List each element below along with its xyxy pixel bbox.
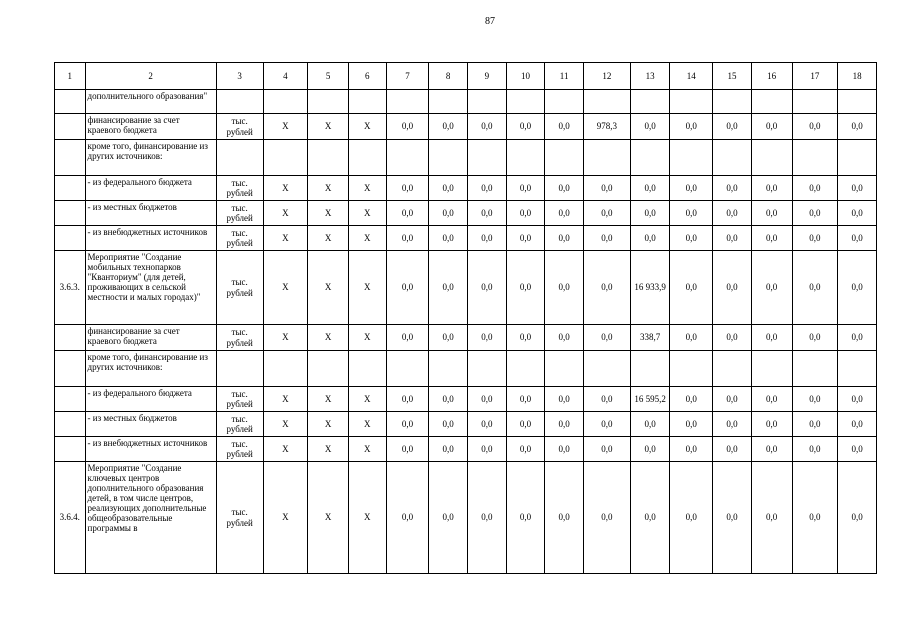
value-cell: 0,0 <box>792 437 838 462</box>
value-cell <box>545 140 584 176</box>
column-header: 6 <box>348 63 386 90</box>
value-cell: 0,0 <box>838 437 877 462</box>
value-cell: 338,7 <box>630 325 670 351</box>
value-cell <box>713 351 752 387</box>
column-header: 13 <box>630 63 670 90</box>
value-cell: 0,0 <box>751 114 792 140</box>
value-cell <box>429 351 468 387</box>
row-id <box>55 325 86 351</box>
value-cell: 0,0 <box>751 226 792 251</box>
value-cell: 0,0 <box>670 114 713 140</box>
value-cell <box>386 90 429 114</box>
row-unit: тыс. рублей <box>216 462 263 574</box>
value-cell <box>506 140 545 176</box>
value-cell: X <box>308 226 349 251</box>
value-cell: 0,0 <box>792 251 838 325</box>
value-cell: X <box>263 437 308 462</box>
value-cell: 0,0 <box>583 462 630 574</box>
value-cell: 0,0 <box>506 462 545 574</box>
table-row <box>55 226 877 251</box>
column-header: 5 <box>308 63 349 90</box>
value-cell: X <box>348 325 386 351</box>
value-cell <box>792 140 838 176</box>
value-cell: 0,0 <box>713 114 752 140</box>
budget-table <box>54 62 877 574</box>
column-header: 18 <box>838 63 877 90</box>
value-cell <box>751 351 792 387</box>
value-cell: X <box>263 226 308 251</box>
value-cell: 0,0 <box>670 201 713 226</box>
value-cell: 0,0 <box>386 325 429 351</box>
value-cell: 0,0 <box>386 387 429 412</box>
row-name: кроме того, финансирование из других источников: <box>85 351 216 387</box>
table-row <box>55 251 877 325</box>
value-cell: 0,0 <box>545 251 584 325</box>
page-number: 87 <box>485 16 495 27</box>
column-header: 16 <box>751 63 792 90</box>
row-id <box>55 176 86 201</box>
value-cell: 0,0 <box>429 325 468 351</box>
row-name: - из внебюджетных источников <box>85 226 216 251</box>
row-unit: тыс. рублей <box>216 412 263 437</box>
value-cell: 0,0 <box>583 251 630 325</box>
value-cell: 0,0 <box>429 114 468 140</box>
value-cell: 0,0 <box>630 201 670 226</box>
row-name: Мероприятие "Создание мобильных технопарков "Кванториум" (для детей, проживающих в сельской местности и малых городах)" <box>85 251 216 325</box>
value-cell: 0,0 <box>838 462 877 574</box>
value-cell: 0,0 <box>468 437 507 462</box>
row-id <box>55 437 86 462</box>
value-cell <box>583 351 630 387</box>
value-cell: 0,0 <box>429 176 468 201</box>
row-unit <box>216 90 263 114</box>
row-unit: тыс. рублей <box>216 251 263 325</box>
value-cell: X <box>308 462 349 574</box>
value-cell: 0,0 <box>713 226 752 251</box>
value-cell: 0,0 <box>751 176 792 201</box>
value-cell: 0,0 <box>751 201 792 226</box>
column-header: 12 <box>583 63 630 90</box>
value-cell <box>348 90 386 114</box>
row-name: - из местных бюджетов <box>85 412 216 437</box>
value-cell: 0,0 <box>792 201 838 226</box>
value-cell: X <box>263 201 308 226</box>
value-cell <box>583 90 630 114</box>
value-cell: 0,0 <box>468 387 507 412</box>
value-cell: 0,0 <box>545 114 584 140</box>
value-cell <box>838 140 877 176</box>
value-cell <box>751 140 792 176</box>
value-cell <box>386 351 429 387</box>
row-name: дополнительного образования" <box>85 90 216 114</box>
table-row <box>55 140 877 176</box>
column-header: 11 <box>545 63 584 90</box>
value-cell: X <box>308 176 349 201</box>
value-cell: 0,0 <box>792 462 838 574</box>
table-row <box>55 462 877 574</box>
value-cell <box>713 140 752 176</box>
value-cell: 0,0 <box>838 387 877 412</box>
row-name: - из местных бюджетов <box>85 201 216 226</box>
value-cell: X <box>308 325 349 351</box>
value-cell: 0,0 <box>838 251 877 325</box>
row-unit: тыс. рублей <box>216 325 263 351</box>
value-cell <box>506 90 545 114</box>
value-cell: X <box>348 114 386 140</box>
value-cell: X <box>348 437 386 462</box>
column-header: 14 <box>670 63 713 90</box>
value-cell: 0,0 <box>670 412 713 437</box>
value-cell: 0,0 <box>670 251 713 325</box>
value-cell: 0,0 <box>429 437 468 462</box>
table-row <box>55 351 877 387</box>
value-cell: 16 595,2 <box>630 387 670 412</box>
value-cell: 0,0 <box>468 462 507 574</box>
value-cell: 0,0 <box>670 462 713 574</box>
row-id <box>55 226 86 251</box>
value-cell <box>386 140 429 176</box>
value-cell: 0,0 <box>838 201 877 226</box>
value-cell: 0,0 <box>506 201 545 226</box>
value-cell <box>263 90 308 114</box>
value-cell <box>506 351 545 387</box>
value-cell <box>545 90 584 114</box>
row-id: 3.6.4. <box>55 462 86 574</box>
value-cell: 0,0 <box>583 176 630 201</box>
value-cell: 0,0 <box>630 226 670 251</box>
value-cell: 0,0 <box>792 114 838 140</box>
value-cell: 0,0 <box>429 201 468 226</box>
table-row <box>55 90 877 114</box>
value-cell: 0,0 <box>713 462 752 574</box>
value-cell: 0,0 <box>838 176 877 201</box>
value-cell: 0,0 <box>545 412 584 437</box>
value-cell <box>713 90 752 114</box>
value-cell: 0,0 <box>429 412 468 437</box>
value-cell <box>751 90 792 114</box>
value-cell: 0,0 <box>506 325 545 351</box>
value-cell <box>468 90 507 114</box>
value-cell: 0,0 <box>751 437 792 462</box>
value-cell: 0,0 <box>792 412 838 437</box>
column-header: 15 <box>713 63 752 90</box>
row-name: Мероприятие "Создание ключевых центров дополнительного образования детей, в том числе центров, реализующих дополнительные общеобразовательные программы в <box>85 462 216 574</box>
column-header: 17 <box>792 63 838 90</box>
value-cell <box>263 140 308 176</box>
value-cell: 0,0 <box>670 325 713 351</box>
value-cell: 0,0 <box>386 251 429 325</box>
row-name: кроме того, финансирование из других источников: <box>85 140 216 176</box>
row-name: финансирование за счет краевого бюджета <box>85 325 216 351</box>
value-cell: X <box>263 387 308 412</box>
value-cell <box>630 351 670 387</box>
value-cell: 0,0 <box>583 412 630 437</box>
value-cell: 0,0 <box>630 412 670 437</box>
value-cell: X <box>263 251 308 325</box>
value-cell: 0,0 <box>838 226 877 251</box>
column-header: 4 <box>263 63 308 90</box>
table-row <box>55 412 877 437</box>
value-cell: 0,0 <box>792 387 838 412</box>
row-id <box>55 114 86 140</box>
value-cell: 0,0 <box>506 176 545 201</box>
value-cell: 0,0 <box>506 251 545 325</box>
column-header: 1 <box>55 63 86 90</box>
value-cell: X <box>348 387 386 412</box>
value-cell: X <box>263 325 308 351</box>
row-id: 3.6.3. <box>55 251 86 325</box>
value-cell: X <box>308 387 349 412</box>
value-cell <box>792 351 838 387</box>
value-cell: 0,0 <box>713 201 752 226</box>
value-cell: 0,0 <box>713 412 752 437</box>
value-cell: 0,0 <box>838 325 877 351</box>
value-cell: X <box>348 201 386 226</box>
value-cell: 0,0 <box>429 462 468 574</box>
value-cell: 0,0 <box>506 387 545 412</box>
value-cell <box>468 351 507 387</box>
value-cell: 0,0 <box>386 114 429 140</box>
row-unit: тыс. рублей <box>216 114 263 140</box>
row-id <box>55 90 86 114</box>
value-cell: X <box>308 201 349 226</box>
table-row <box>55 114 877 140</box>
row-unit: тыс. рублей <box>216 387 263 412</box>
value-cell: 0,0 <box>838 412 877 437</box>
row-name: - из федерального бюджета <box>85 176 216 201</box>
table-row <box>55 176 877 201</box>
row-id <box>55 412 86 437</box>
row-id <box>55 387 86 412</box>
value-cell: X <box>308 412 349 437</box>
value-cell: X <box>308 114 349 140</box>
value-cell: X <box>263 462 308 574</box>
value-cell <box>670 140 713 176</box>
row-unit: тыс. рублей <box>216 176 263 201</box>
value-cell: 0,0 <box>838 114 877 140</box>
value-cell: 0,0 <box>545 325 584 351</box>
value-cell: 0,0 <box>751 412 792 437</box>
value-cell: 0,0 <box>545 437 584 462</box>
value-cell: 0,0 <box>670 437 713 462</box>
row-id <box>55 201 86 226</box>
value-cell <box>670 90 713 114</box>
value-cell: X <box>263 412 308 437</box>
value-cell: 0,0 <box>583 201 630 226</box>
value-cell: 0,0 <box>545 462 584 574</box>
value-cell: 0,0 <box>545 387 584 412</box>
row-unit <box>216 140 263 176</box>
value-cell: 0,0 <box>713 325 752 351</box>
value-cell: 0,0 <box>468 412 507 437</box>
column-header: 7 <box>386 63 429 90</box>
value-cell <box>308 90 349 114</box>
value-cell: 0,0 <box>386 176 429 201</box>
column-header: 2 <box>85 63 216 90</box>
value-cell <box>545 351 584 387</box>
table-row <box>55 437 877 462</box>
row-name: - из внебюджетных источников <box>85 437 216 462</box>
value-cell <box>429 90 468 114</box>
value-cell: 0,0 <box>713 251 752 325</box>
value-cell: X <box>348 226 386 251</box>
row-id <box>55 140 86 176</box>
value-cell: 0,0 <box>429 251 468 325</box>
value-cell: X <box>348 412 386 437</box>
value-cell: X <box>263 176 308 201</box>
value-cell: 16 933,9 <box>630 251 670 325</box>
value-cell: 0,0 <box>792 325 838 351</box>
value-cell: 0,0 <box>751 462 792 574</box>
value-cell: 0,0 <box>630 114 670 140</box>
value-cell: 0,0 <box>630 462 670 574</box>
value-cell: 0,0 <box>468 176 507 201</box>
value-cell <box>838 351 877 387</box>
value-cell: 0,0 <box>468 226 507 251</box>
value-cell: 0,0 <box>386 201 429 226</box>
value-cell <box>263 351 308 387</box>
value-cell <box>429 140 468 176</box>
value-cell: 0,0 <box>468 251 507 325</box>
row-unit: тыс. рублей <box>216 437 263 462</box>
value-cell: X <box>348 462 386 574</box>
value-cell: 0,0 <box>506 412 545 437</box>
value-cell: 0,0 <box>468 325 507 351</box>
value-cell: 0,0 <box>713 176 752 201</box>
row-name: - из федерального бюджета <box>85 387 216 412</box>
value-cell <box>792 90 838 114</box>
value-cell: 0,0 <box>506 114 545 140</box>
value-cell <box>308 351 349 387</box>
column-header: 10 <box>506 63 545 90</box>
value-cell: 0,0 <box>713 437 752 462</box>
value-cell: 0,0 <box>386 226 429 251</box>
value-cell <box>348 140 386 176</box>
value-cell: 0,0 <box>792 226 838 251</box>
value-cell <box>670 351 713 387</box>
value-cell: 0,0 <box>506 226 545 251</box>
column-header: 3 <box>216 63 263 90</box>
row-name: финансирование за счет краевого бюджета <box>85 114 216 140</box>
value-cell: 0,0 <box>751 251 792 325</box>
value-cell <box>630 90 670 114</box>
value-cell <box>308 140 349 176</box>
value-cell: 978,3 <box>583 114 630 140</box>
value-cell: 0,0 <box>429 387 468 412</box>
value-cell <box>838 90 877 114</box>
value-cell: 0,0 <box>386 462 429 574</box>
value-cell: 0,0 <box>751 387 792 412</box>
value-cell: 0,0 <box>429 226 468 251</box>
row-unit <box>216 351 263 387</box>
value-cell: X <box>348 251 386 325</box>
value-cell: X <box>263 114 308 140</box>
value-cell: 0,0 <box>506 437 545 462</box>
value-cell: 0,0 <box>583 325 630 351</box>
header-row <box>55 63 877 90</box>
value-cell: X <box>308 437 349 462</box>
value-cell: X <box>348 176 386 201</box>
row-unit: тыс. рублей <box>216 226 263 251</box>
row-unit: тыс. рублей <box>216 201 263 226</box>
table-row <box>55 325 877 351</box>
value-cell: X <box>308 251 349 325</box>
value-cell <box>468 140 507 176</box>
table-row <box>55 201 877 226</box>
value-cell: 0,0 <box>751 325 792 351</box>
value-cell: 0,0 <box>545 201 584 226</box>
value-cell: 0,0 <box>583 437 630 462</box>
value-cell: 0,0 <box>713 387 752 412</box>
value-cell: 0,0 <box>792 176 838 201</box>
table-row <box>55 387 877 412</box>
value-cell: 0,0 <box>386 412 429 437</box>
column-header: 9 <box>468 63 507 90</box>
value-cell: 0,0 <box>468 114 507 140</box>
value-cell: 0,0 <box>545 226 584 251</box>
value-cell <box>583 140 630 176</box>
value-cell: 0,0 <box>670 387 713 412</box>
value-cell <box>348 351 386 387</box>
value-cell: 0,0 <box>583 387 630 412</box>
value-cell: 0,0 <box>670 176 713 201</box>
value-cell: 0,0 <box>545 176 584 201</box>
value-cell <box>630 140 670 176</box>
row-id <box>55 351 86 387</box>
value-cell: 0,0 <box>630 437 670 462</box>
value-cell: 0,0 <box>386 437 429 462</box>
column-header: 8 <box>429 63 468 90</box>
value-cell: 0,0 <box>670 226 713 251</box>
value-cell: 0,0 <box>630 176 670 201</box>
value-cell: 0,0 <box>468 201 507 226</box>
value-cell: 0,0 <box>583 226 630 251</box>
